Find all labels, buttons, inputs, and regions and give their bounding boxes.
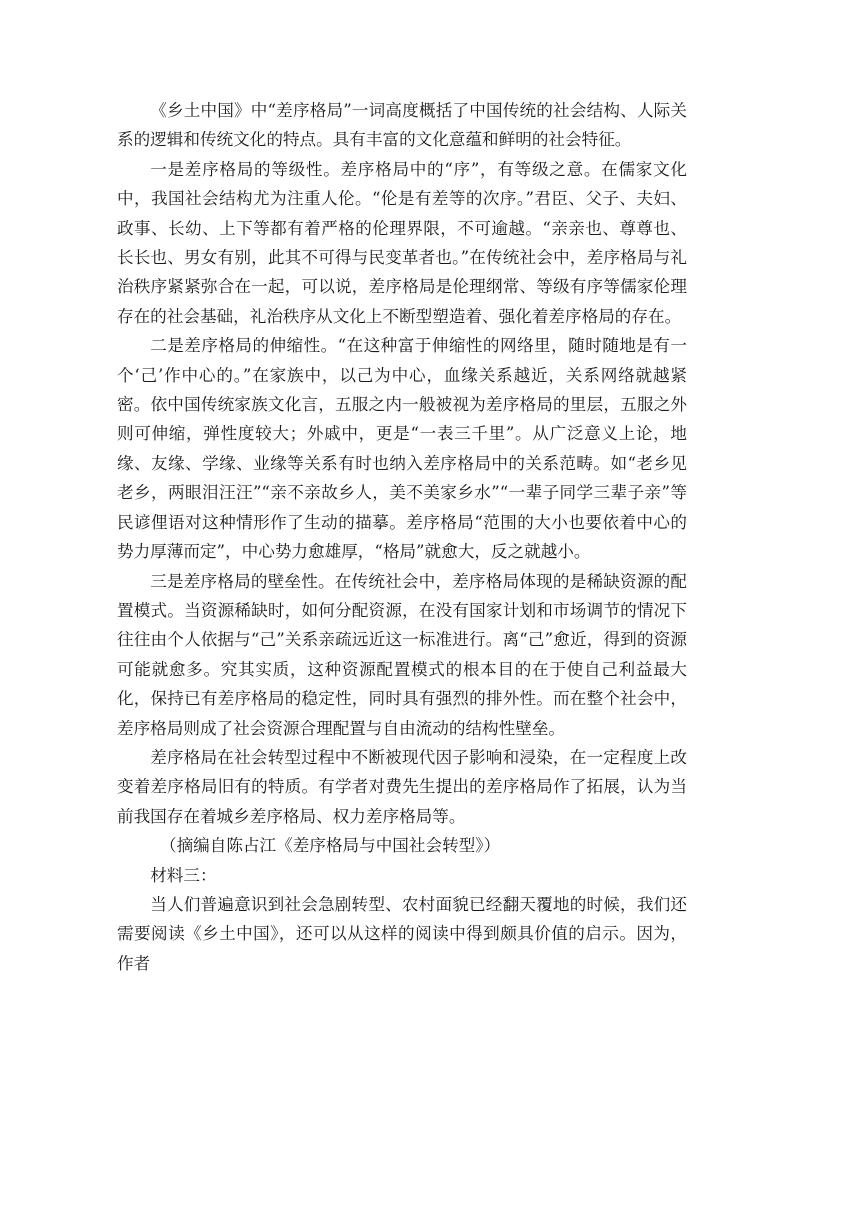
material-label: 材料三： [150,865,217,885]
paragraph-hierarchy: 一是差序格局的等级性。差序格局中的“序”，有等级之意。在儒家文化中，我国社会结构尤为注重人伦。“伦是有差等的次序。”君臣、父子、夫妇、政事、长幼、上下等都有着严格的伦理界限，不可逾越。“亲亲也、尊尊也、长长也、男女有别，此其不可得与民变革者也。”在传统社会中，差序格局与礼治秩序紧紧弥合在一起，可以说，差序格局是伦理纲常、等级有序等儒家伦理存在的社会基础，礼治秩序从文化上不断型塑造着、强化着差序格局的存在。 [117,159,687,326]
paragraph-elasticity: 二是差序格局的伸缩性。“在这种富于伸缩性的网络里，随时随地是有一个‘己’作中心的。”在家族中，以己为中心，血缘关系越近，关系网络就越紧密。依中国传统家族文化言，五服之内一般被视为差序格局的里层，五服之外则可伸缩，弹性度较大；外戚中，更是“一表三千里”。从广泛意义上论，地缘、友缘、学缘、业缘等关系有时也纳入差序格局中的关系范畴。如“老乡见老乡，两眼泪汪汪”“亲不亲故乡人，美不美家乡水”“一辈子同学三辈子亲”等民谚俚语对这种情形作了生动的描摹。差序格局“范围的大小也要依着中心的势力厚薄而定”，中心势力愈雄厚，“格局”就愈大，反之就越小。 [117,336,687,562]
paragraph-barrier: 三是差序格局的壁垒性。在传统社会中，差序格局体现的是稀缺资源的配置模式。当资源稀缺时，如何分配资源，在没有国家计划和市场调节的情况下往往由个人依据与“己”关系亲疏远近这一标准进行。离“己”愈近，得到的资源可能就愈多。究其实质，这种资源配置模式的根本目的在于使自己利益最大化，保持已有差序格局的稳定性，同时具有强烈的排外性。而在整个社会中，差序格局则成了社会资源合理配置与自由流动的结构性壁垒。 [117,571,687,738]
source-citation: （摘编自陈占江《差序格局与中国社会转型》） [160,836,501,856]
paragraph-intro: 《乡土中国》中“差序格局”一词高度概括了中国传统的社会结构、人际关系的逻辑和传统文化的特点。具有丰富的文化意蕴和鲜明的社会特征。 [117,101,687,150]
paragraph-transformation: 差序格局在社会转型过程中不断被现代因子影响和浸染，在一定程度上改变着差序格局旧有的特质。有学者对费先生提出的差序格局作了拓展，认为当前我国存在着城乡差序格局、权力差序格局等。 [117,747,687,826]
document-body [117,96,687,978]
paragraph-material-three: 当人们普遍意识到社会急剧转型、农村面貌已经翻天覆地的时候，我们还需要阅读《乡土中国》，还可以从这样的阅读中得到颇具价值的启示。因为，作者 [117,894,687,973]
